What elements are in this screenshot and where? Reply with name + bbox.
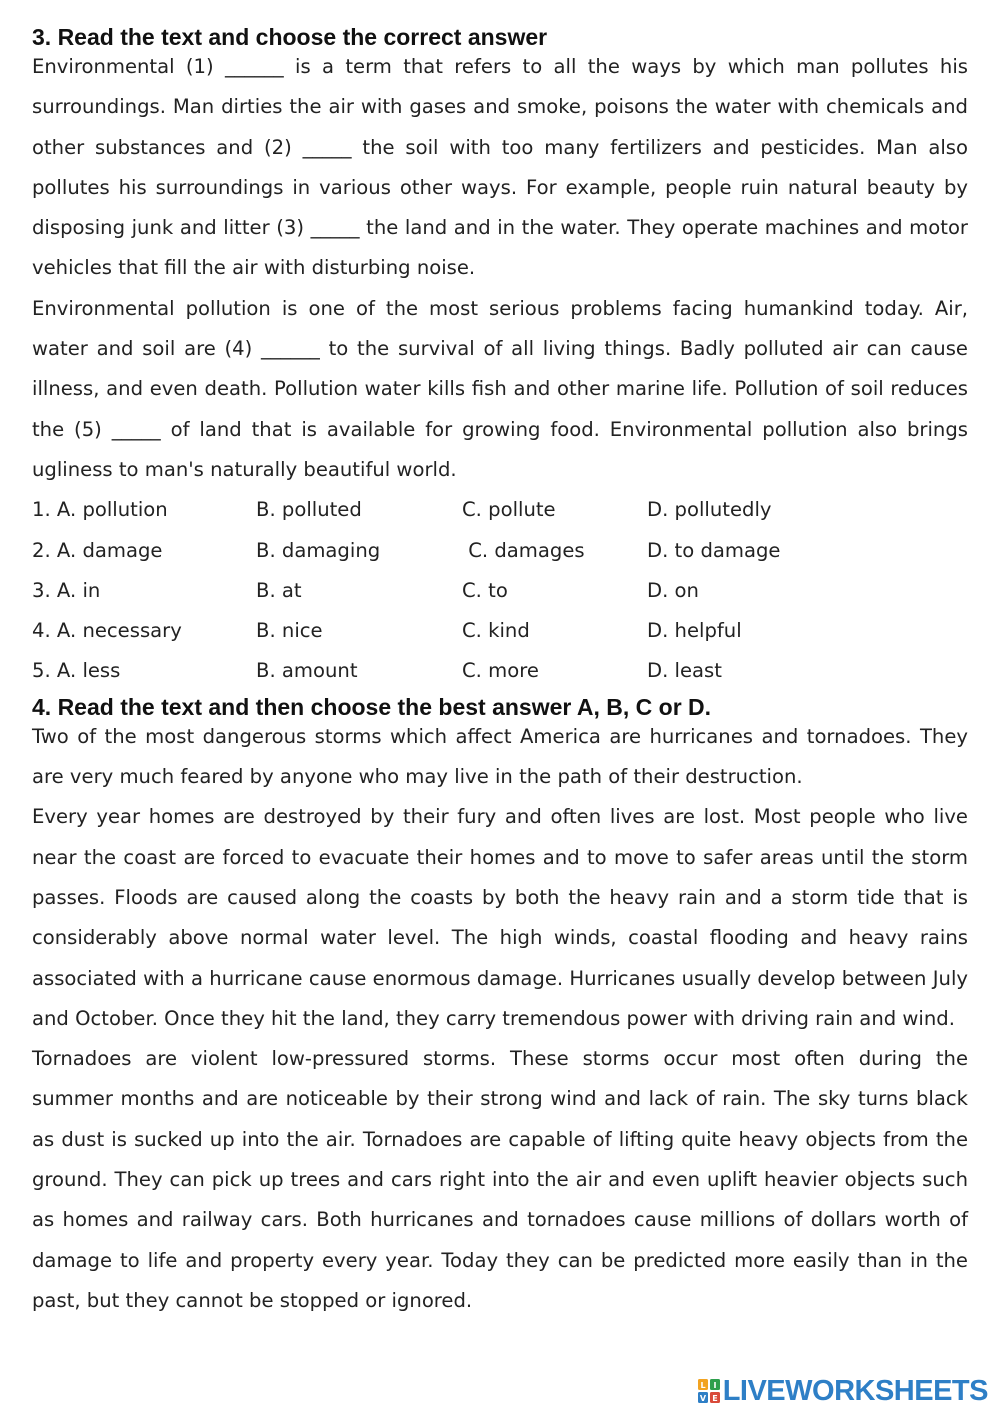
liveworksheets-logo — [698, 1376, 988, 1406]
section-3-answer-options — [32, 490, 968, 691]
option-4b: B. nice — [256, 619, 323, 643]
section-4-heading: 4. Read the text and then choose the best answer A, B, C or D. — [32, 693, 712, 720]
option-4a: 4. A. necessary — [32, 619, 182, 643]
worksheet-content — [32, 22, 968, 1321]
svg-text:E: E — [711, 1394, 718, 1403]
option-3b: B. at — [256, 578, 302, 602]
option-5b: B. amount — [256, 659, 358, 683]
section-4 — [32, 692, 968, 1321]
question-2-options — [32, 531, 968, 571]
option-5c: C. more — [462, 659, 539, 683]
option-4d: D. helpful — [647, 619, 742, 643]
option-1b: B. polluted — [256, 498, 362, 522]
option-1c: C. pollute — [462, 498, 556, 522]
option-2d: D. to damage — [647, 538, 781, 562]
option-2a: 2. A. damage — [32, 538, 163, 562]
section-3-paragraph-1: Environmental (1) ______ is a term that refers to all the ways by which man pollutes his surroundings. Man dirties the air with gases and smoke, poisons the water with chemicals and other substances and (2) _____ the soil with too many fertilizers and pesticides. Man also pollutes his surroundings in various other ways. For example, people ruin natural beauty by disposing junk and litter (3) _____ the land and in the water. They operate machines and motor vehicles that fill the air with disturbing noise. — [32, 55, 968, 280]
svg-text:V: V — [699, 1394, 706, 1403]
option-3d: D. on — [647, 578, 699, 602]
option-1d: D. pollutedly — [647, 498, 772, 522]
section-4-paragraph-2: Every year homes are destroyed by their fury and often lives are lost. Most people who live near the coast are forced to evacuate their homes and to move to safer areas until the storm passes. Floods are caused along the coasts by both the heavy rain and a storm tide that is considerably above normal water level. The high winds, coastal flooding and heavy rains associated with a hurricane cause enormous damage. Hurricanes usually develop between July and October. Once they hit the land, they carry tremendous power with driving rain and wind. — [32, 805, 968, 1030]
section-3-heading: 3. Read the text and choose the correct answer — [32, 24, 548, 50]
section-4-paragraph-1: Two of the most dangerous storms which affect America are hurricanes and tornadoes. They are very much feared by anyone who may live in the path of their destruction. — [32, 724, 968, 789]
option-2b: B. damaging — [256, 538, 381, 562]
question-1-options — [32, 490, 968, 530]
option-4c: C. kind — [462, 619, 530, 643]
option-2c: C. damages — [462, 538, 585, 562]
svg-text:I: I — [713, 1381, 717, 1390]
liveworksheets-logo-text: LIVEWORKSHEETS — [722, 1375, 988, 1407]
section-3 — [32, 22, 968, 692]
question-3-options — [32, 571, 968, 611]
section-3-paragraph-2: Environmental pollution is one of the most serious problems facing humankind today. Air, water and soil are (4) ______ to the survival of all living things. Badly polluted air can cause illness, and even death. Pollution water kills fish and other marine life. Pollution of soil reduces the (5) _____ of land that is available for growing food. Environmental pollution also brings ugliness to man's naturally beautiful world. — [32, 296, 968, 481]
svg-text:L: L — [700, 1381, 706, 1390]
question-4-options — [32, 611, 968, 651]
section-4-paragraph-3: Tornadoes are violent low-pressured storms. These storms occur most often during the summer months and are noticeable by their strong wind and lack of rain. The sky turns black as dust is sucked up into the air. Tornadoes are capable of lifting quite heavy objects from the ground. They can pick up trees and cars right into the air and even uplift heavier objects such as homes and railway cars. Both hurricanes and tornadoes cause millions of dollars worth of damage to life and property every year. Today they can be predicted more easily than in the past, but they cannot be stopped or ignored. — [32, 1047, 968, 1312]
liveworksheets-logo-icon — [698, 1379, 720, 1403]
option-5d: D. least — [647, 659, 722, 683]
option-1a: 1. A. pollution — [32, 498, 168, 522]
option-5a: 5. A. less — [32, 659, 121, 683]
question-5-options — [32, 651, 968, 691]
option-3a: 3. A. in — [32, 578, 101, 602]
option-3c: C. to — [462, 578, 508, 602]
